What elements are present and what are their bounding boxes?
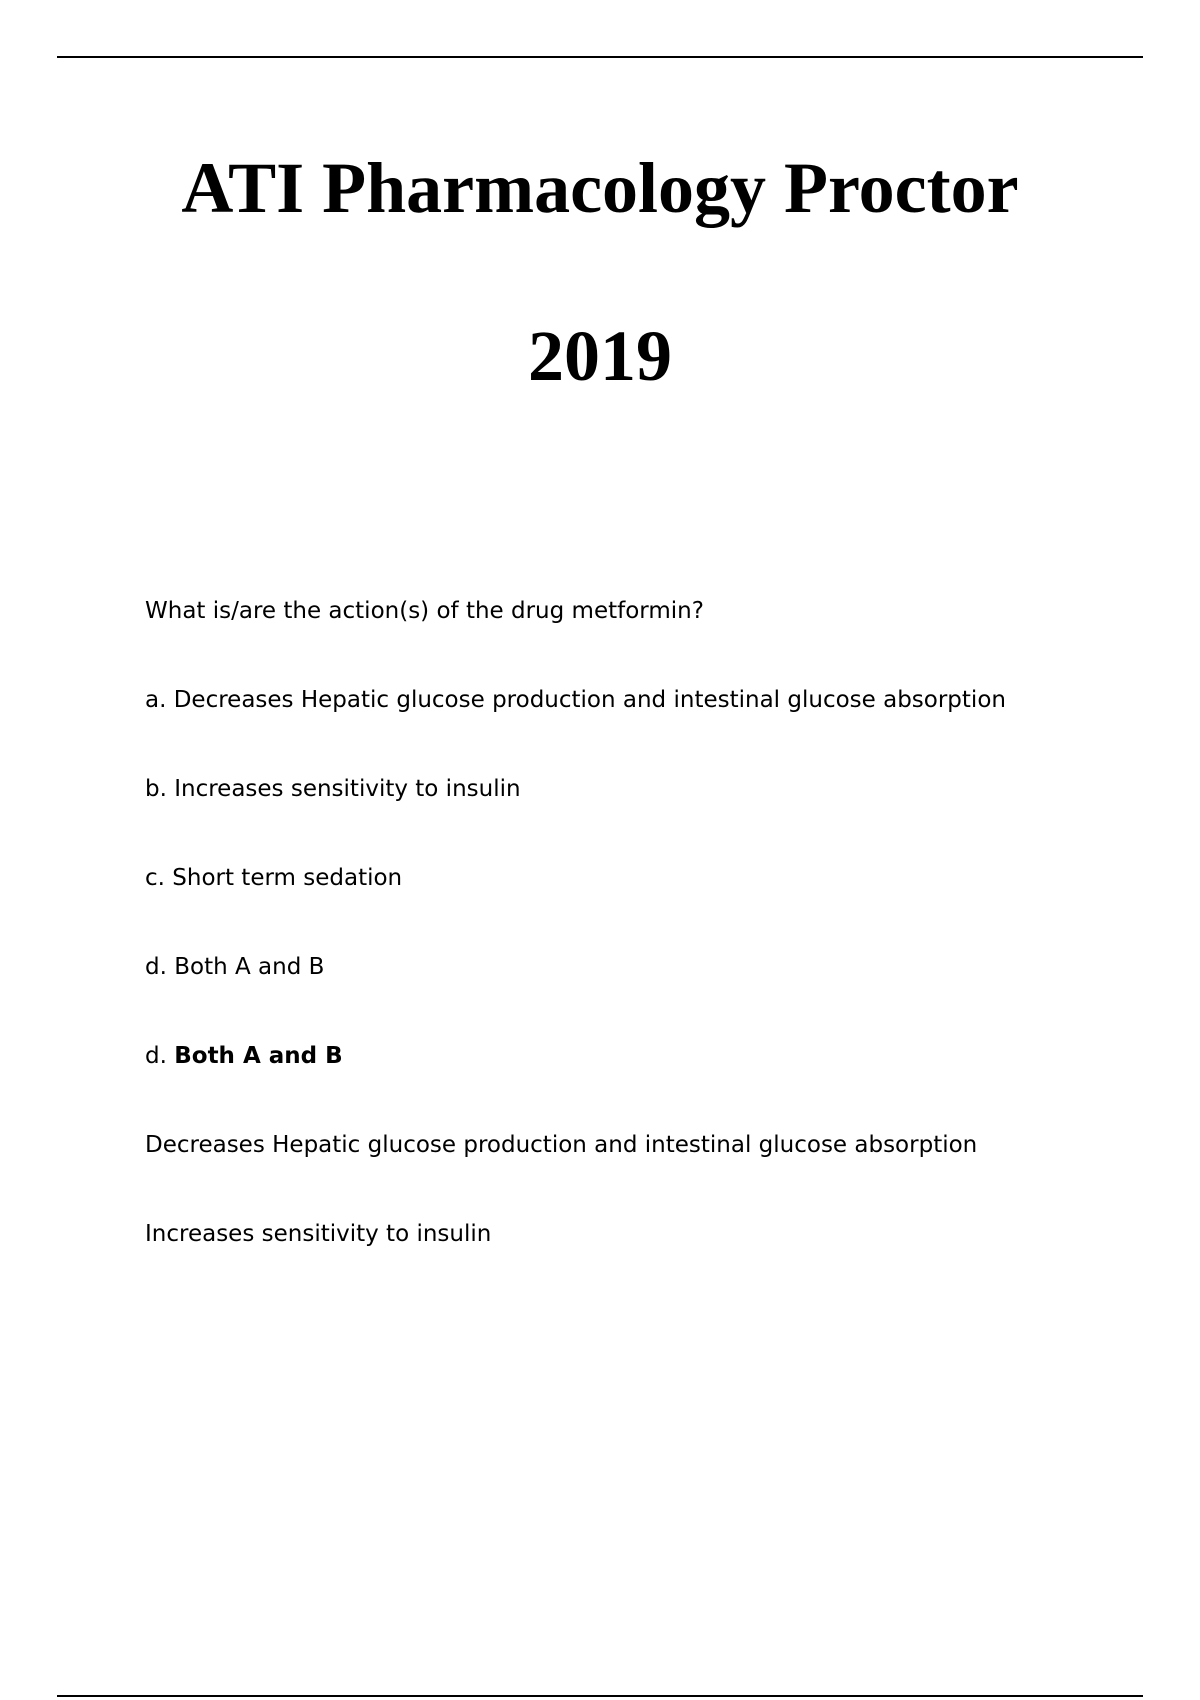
document-title: ATI Pharmacology Proctor: [181, 148, 1019, 228]
answer-prefix: d.: [145, 1043, 175, 1069]
option-d: d. Both A and B: [145, 954, 325, 980]
answer-choice: Both A and B: [174, 1043, 343, 1069]
option-c: c. Short term sedation: [145, 865, 403, 891]
top-rule: [57, 56, 1143, 58]
question-text: What is/are the action(s) of the drug metformin?: [145, 598, 704, 624]
answer-explanation-2: Increases sensitivity to insulin: [145, 1221, 492, 1247]
bottom-rule: [57, 1695, 1143, 1697]
option-b: b. Increases sensitivity to insulin: [145, 776, 521, 802]
answer-explanation-1: Decreases Hepatic glucose production and intestinal glucose absorption: [145, 1132, 978, 1158]
answer-line: [145, 1041, 1105, 1071]
option-a: a. Decreases Hepatic glucose production and intestinal glucose absorption: [145, 687, 1006, 713]
document-year: 2019: [528, 316, 672, 396]
question-block: [145, 596, 1105, 1308]
